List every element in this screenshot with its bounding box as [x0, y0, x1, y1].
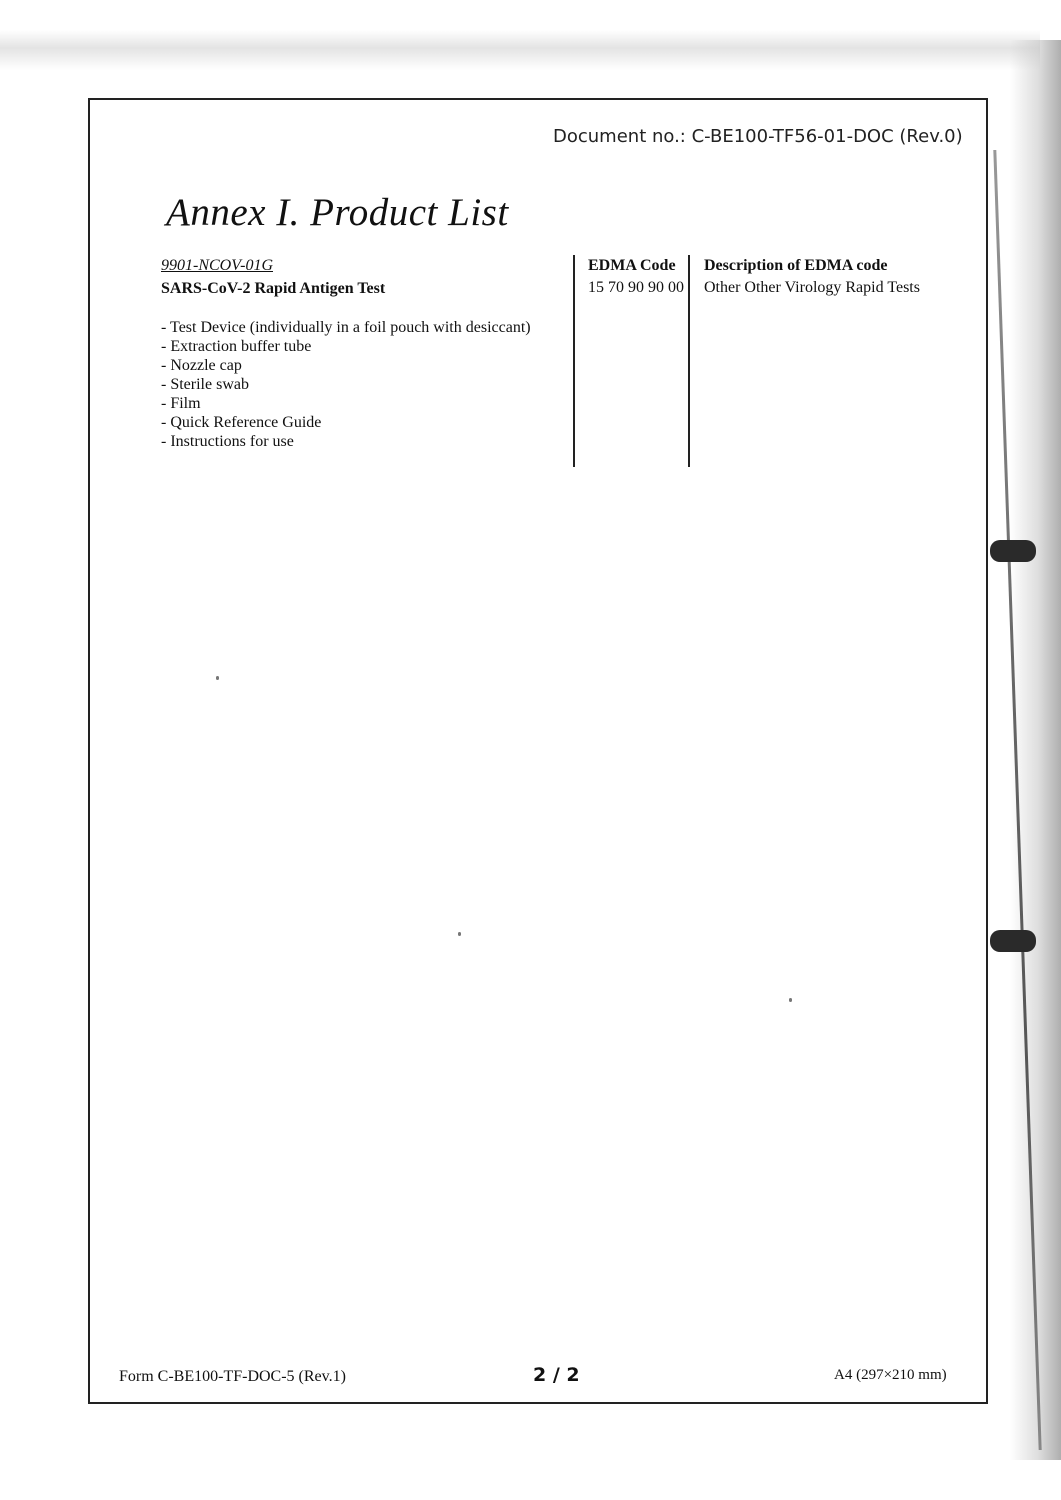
- list-item: - Nozzle cap: [161, 357, 242, 374]
- edma-code-header: EDMA Code: [588, 257, 676, 274]
- footer-paper-size: A4 (297×210 mm): [834, 1367, 947, 1383]
- list-item: - Sterile swab: [161, 376, 249, 393]
- list-item: - Instructions for use: [161, 433, 294, 450]
- footer-form-number: Form C-BE100-TF-DOC-5 (Rev.1): [119, 1368, 346, 1385]
- scan-shadow-right: [1010, 40, 1061, 1460]
- edma-description-value: Other Other Virology Rapid Tests: [704, 279, 920, 296]
- binder-clip-top: [990, 540, 1036, 562]
- edma-code-value: 15 70 90 90 00: [588, 279, 684, 296]
- product-name: SARS-CoV-2 Rapid Antigen Test: [161, 280, 386, 297]
- document-number: Document no.: C-BE100-TF56-01-DOC (Rev.0): [553, 126, 963, 147]
- list-item: - Quick Reference Guide: [161, 414, 322, 431]
- binder-clip-bottom: [990, 930, 1036, 952]
- footer-page-number: 2 / 2: [533, 1364, 580, 1386]
- product-code: 9901-NCOV-01G: [161, 257, 273, 274]
- column-divider: [573, 255, 575, 467]
- list-item: - Extraction buffer tube: [161, 338, 312, 355]
- list-item: - Film: [161, 395, 201, 412]
- edma-description-header: Description of EDMA code: [704, 257, 888, 274]
- component-list: [161, 318, 531, 451]
- page-title: Annex I. Product List: [166, 191, 509, 234]
- scan-shadow-top: [0, 30, 1040, 70]
- list-item: - Test Device (individually in a foil pouch with desiccant): [161, 319, 531, 336]
- column-divider: [688, 255, 690, 467]
